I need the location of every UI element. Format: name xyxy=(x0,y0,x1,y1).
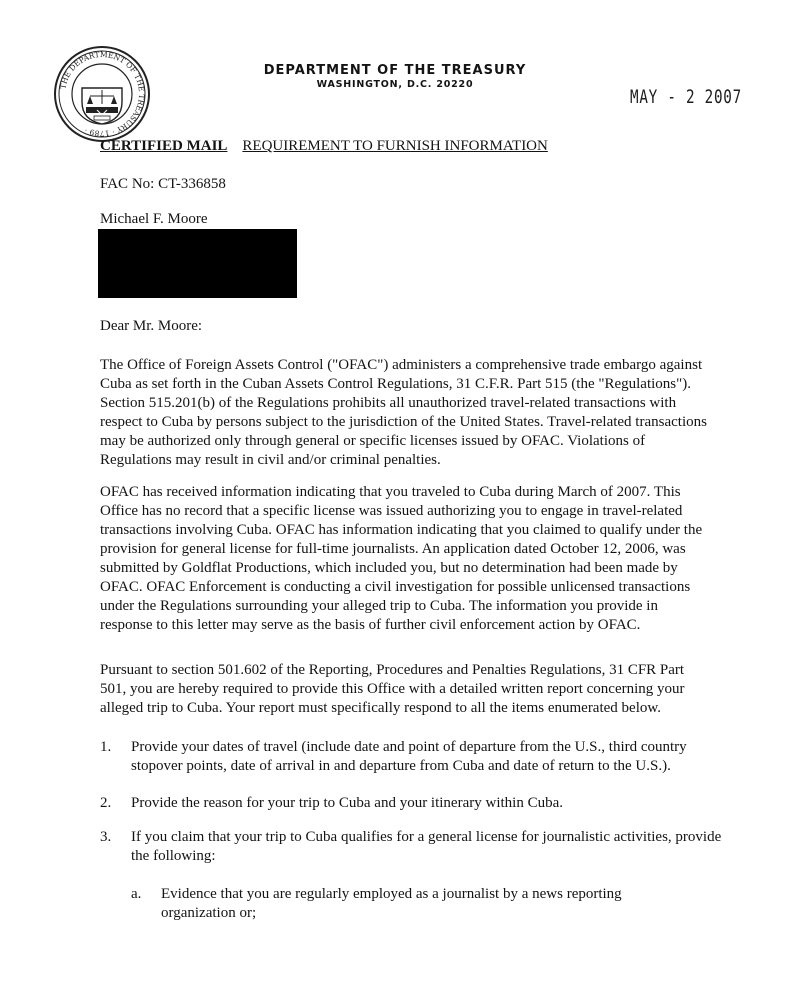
paragraph-text: OFAC has received information indicating that you traveled to Cuba during March of 2007. This Office has no record that a specific license was issued authorizing you to engage in travel-related transactions involving Cuba. OFAC has information indicating that you claimed to qualify under the provision for general license for full-time journalists. An application dated October 12, 2006, was submitted by Goldflat Productions, which included you, but no determination had been made by OFAC. OFAC Enforcement is conducting a civil investigation for possible unlicensed transactions under the Regulations surrounding your alleged trip to Cuba. The information you provide in response to this letter may serve as the basis of further civil enforcement action by OFAC. xyxy=(100,484,703,633)
svg-text:THE DEPARTMENT OF THE TREASURY: THE DEPARTMENT OF THE TREASURY · 1789 · xyxy=(58,49,147,139)
date-stamp: MAY - 2 2007 xyxy=(630,86,742,108)
paragraph-investigation xyxy=(100,483,708,635)
subject-line xyxy=(100,137,548,156)
item-text: Provide the reason for your trip to Cuba and your itinerary within Cuba. xyxy=(131,795,563,811)
sub-item-text: Evidence that you are regularly employed as a journalist by a news reporting organization or; xyxy=(161,886,622,921)
paragraph-text: Pursuant to section 501.602 of the Reporting, Procedures and Penalties Regulations, 31 CFR Part 501, you are hereby required to provide this Office with a detailed written report concerning your alleged trip to Cuba. Your report must specifically respond to all the items enumerated below. xyxy=(100,662,685,716)
redacted-address-block xyxy=(98,229,297,298)
paragraph-text: The Office of Foreign Assets Control ("OFAC") administers a comprehensive trade embargo against Cuba as set forth in the Cuban Assets Control Regulations, 31 C.F.R. Part 515 (the "Regulations"). Section 515.201(b) of the Regulations prohibits all unauthorized travel-related transactions with respect to Cuba by persons subject to the jurisdiction of the United States. Travel-related transactions may be authorized only through general or specific licenses issued by OFAC. Violations of Regulations may result in civil and/or criminal penalties. xyxy=(100,357,707,468)
sub-item-letter: a. xyxy=(131,886,142,902)
department-address: WASHINGTON, D.C. 20220 xyxy=(316,79,474,90)
letterhead xyxy=(200,63,590,90)
salutation: Dear Mr. Moore: xyxy=(100,318,203,334)
requirement-heading: REQUIREMENT TO FURNISH INFORMATION xyxy=(242,138,548,154)
certified-mail-label: CERTIFIED MAIL xyxy=(100,138,228,154)
item-number: 2. xyxy=(100,795,112,811)
treasury-seal-icon xyxy=(52,44,152,144)
paragraph-requirement xyxy=(100,661,708,718)
fac-number: FAC No: CT-336858 xyxy=(100,176,226,192)
item-text: If you claim that your trip to Cuba qualifies for a general license for journalistic activities, provide the following: xyxy=(131,829,722,864)
department-name: DEPARTMENT OF THE TREASURY xyxy=(263,63,527,78)
item-text: Provide your dates of travel (include date and point of departure from the U.S., third country stopover points, date of arrival in and departure from Cuba and date of return to the U.S.). xyxy=(131,739,687,774)
paragraph-ofac-intro xyxy=(100,356,708,470)
item-number: 3. xyxy=(100,829,112,845)
item-number: 1. xyxy=(100,739,112,755)
recipient-name: Michael F. Moore xyxy=(100,211,208,227)
